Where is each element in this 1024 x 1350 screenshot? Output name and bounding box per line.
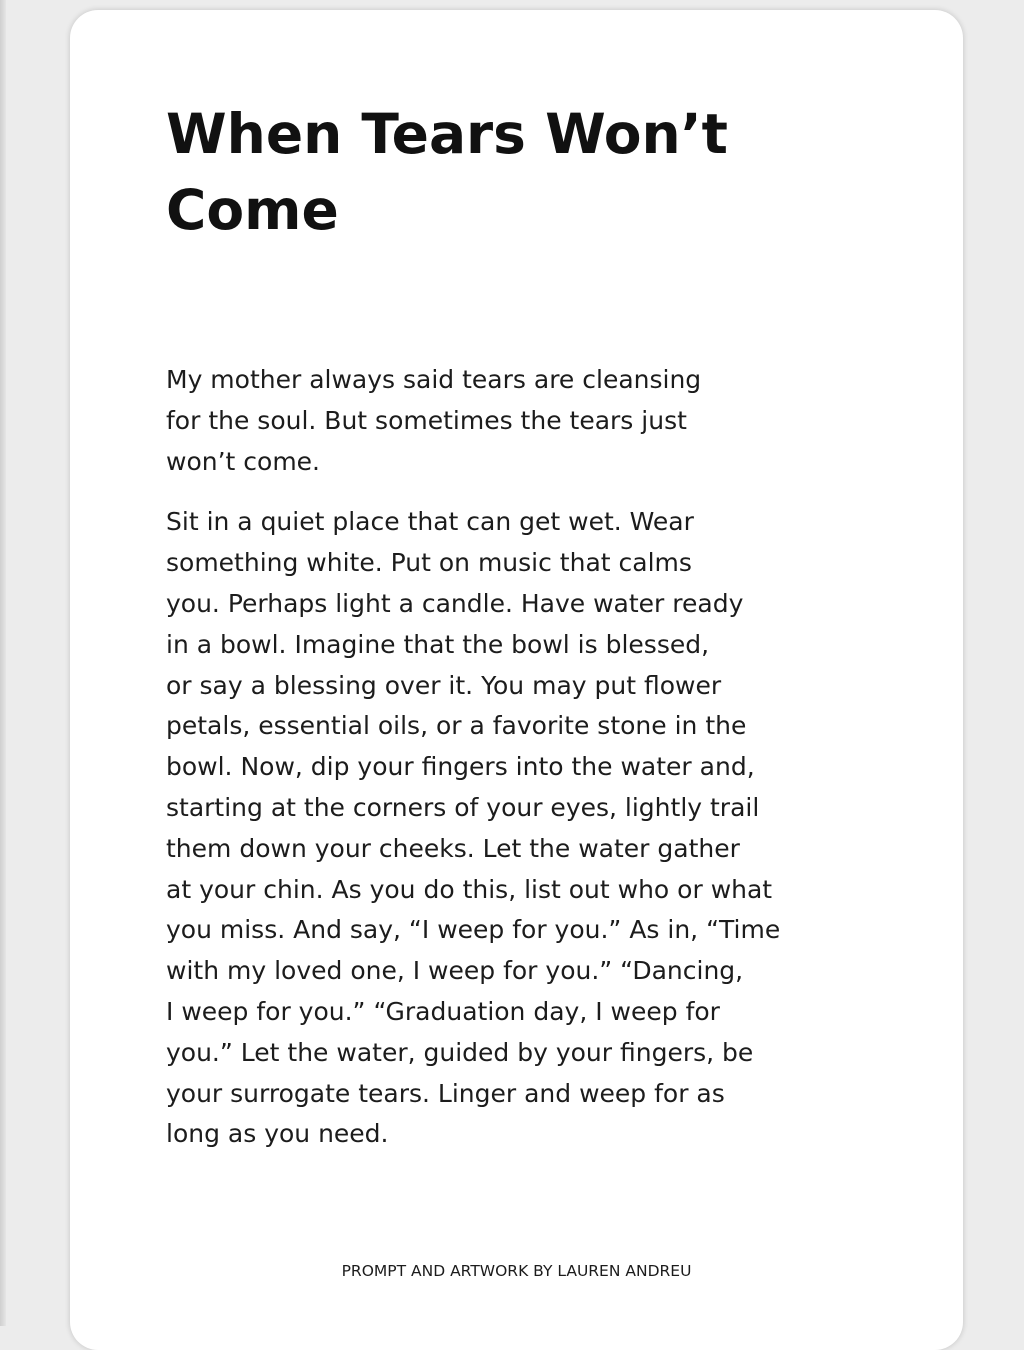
paragraph-1: [166, 360, 878, 482]
body-line: for the soul. But sometimes the tears just: [166, 405, 687, 435]
body-line: in a bowl. Imagine that the bowl is blessed,: [166, 629, 710, 659]
body-line: them down your cheeks. Let the water gather: [166, 833, 740, 863]
article-card: [70, 10, 963, 1350]
title-line-2: Come: [166, 178, 339, 242]
body-line: you. Perhaps light a candle. Have water ready: [166, 588, 744, 618]
body-line: bowl. Now, dip your fingers into the water and,: [166, 752, 755, 782]
body-line: won’t come.: [166, 446, 321, 476]
body-line: Sit in a quiet place that can get wet. Wear: [166, 507, 694, 537]
body-line: I weep for you.” “Graduation day, I weep for: [166, 996, 720, 1026]
title-line-1: When Tears Won’t: [166, 102, 728, 166]
adjacent-page-edge: [0, 0, 6, 1326]
body-line: you.” Let the water, guided by your fingers, be: [166, 1037, 754, 1067]
article-title: [166, 96, 866, 248]
body-line: something white. Put on music that calms: [166, 548, 692, 578]
body-line: petals, essential oils, or a favorite stone in the: [166, 711, 747, 741]
body-line: starting at the corners of your eyes, lightly trail: [166, 792, 760, 822]
body-line: at your chin. As you do this, list out who or what: [166, 874, 773, 904]
body-line: long as you need.: [166, 1119, 389, 1149]
article-credit: PROMPT AND ARTWORK BY LAUREN ANDREU: [341, 1262, 692, 1280]
body-line: your surrogate tears. Linger and weep for as: [166, 1078, 725, 1108]
paragraph-2: [166, 502, 878, 1155]
body-line: or say a blessing over it. You may put flower: [166, 670, 722, 700]
body-line: with my loved one, I weep for you.” “Dancing,: [166, 956, 744, 986]
body-line: My mother always said tears are cleansing: [166, 365, 702, 394]
article-body: [166, 360, 878, 1155]
body-line: you miss. And say, “I weep for you.” As in, “Time: [166, 915, 781, 945]
